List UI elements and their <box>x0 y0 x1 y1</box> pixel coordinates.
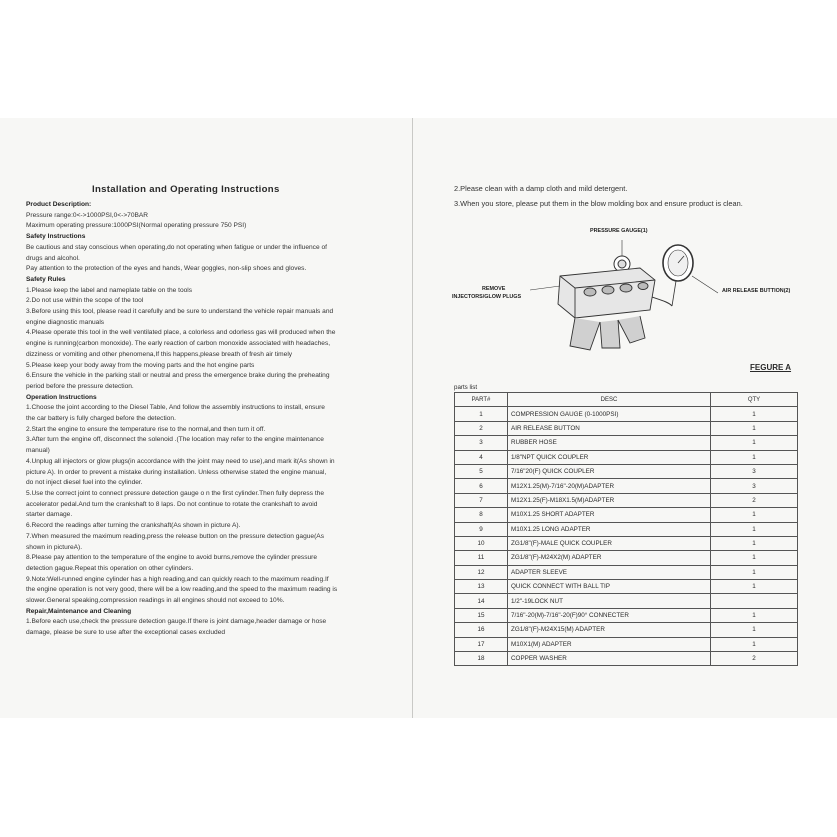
quantity-cell: 1 <box>711 536 798 550</box>
text-line: picture A). In order to prevent a mistake during installation. Unless otherwise stated the engine manual, <box>26 468 327 476</box>
text-line: dizziness or vomiting and other phenomena,If this happens,please breath of fresh air timely <box>26 350 293 358</box>
text-line: 3.Before using this tool, please read it carefully and be sure to understand the vehicle repair manuals and <box>26 308 334 316</box>
page-title: Installation and Operating Instructions <box>92 184 280 195</box>
quantity-cell: 1 <box>711 508 798 522</box>
part-number-cell: 14 <box>455 594 508 608</box>
part-number-cell: 6 <box>455 479 508 493</box>
part-number-cell: 12 <box>455 565 508 579</box>
text-line: the engine operation is not very good, there will be a low reading,and the speed to the maximum reading is <box>26 586 338 594</box>
instructions-text <box>26 200 378 639</box>
description-cell: M12X1.25(F)-M18X1.5(M)ADAPTER <box>508 493 711 507</box>
table-row <box>455 565 798 579</box>
text-line: 7.When measured the maximum reading,press the release button on the pressure detection gague(As <box>26 532 324 540</box>
left-page <box>26 118 378 718</box>
section-heading: Safety Instructions <box>26 233 86 241</box>
quantity-cell: 2 <box>711 652 798 666</box>
label-pressure-gauge: PRESSURE GAUGE(1) <box>590 228 648 234</box>
text-line: 3.After turn the engine off, disconnect the solenoid .(The location may refer to the engine maintenance <box>26 436 324 444</box>
quantity-cell: 1 <box>711 580 798 594</box>
text-line: period before the pressure detection. <box>26 382 134 390</box>
text-line: 1.Choose the joint according to the Diesel Table, And follow the assembly instructions to install, ensure <box>26 404 325 412</box>
text-line: 2.Start the engine to ensure the temperature rise to the normal,and then turn it off. <box>26 425 266 433</box>
part-number-cell: 8 <box>455 508 508 522</box>
right-page <box>450 118 805 718</box>
description-cell: 1/2"-19LOCK NUT <box>508 594 711 608</box>
description-cell: COMPRESSION GAUGE (0-1000PSI) <box>508 407 711 421</box>
text-line: slower.General speaking,compression readings in all engines should not exceed to 10%. <box>26 597 285 605</box>
description-cell: ZG1/8"(F)-M24X2(M) ADAPTER <box>508 551 711 565</box>
section-heading: Product Description: <box>26 201 92 208</box>
part-number-cell: 7 <box>455 493 508 507</box>
label-air-release: AIR RELEASE BUTTION(2) <box>722 288 791 294</box>
quantity-cell: 3 <box>711 479 798 493</box>
part-number-cell: 10 <box>455 536 508 550</box>
part-number-cell: 15 <box>455 608 508 622</box>
text-line: 4.Unplug all injectors or glow plugs(in accordance with the joint may need to use),and mark it(As shown in <box>26 457 335 465</box>
quantity-cell: 1 <box>711 421 798 435</box>
part-number-cell: 9 <box>455 522 508 536</box>
table-row <box>455 464 798 478</box>
text-line: Pressure range:0<->1000PSI,0<->70BAR <box>26 211 149 219</box>
quantity-cell: 1 <box>711 450 798 464</box>
part-number-cell: 17 <box>455 637 508 651</box>
table-header-row <box>455 393 798 407</box>
quantity-cell: 1 <box>711 637 798 651</box>
table-row <box>455 493 798 507</box>
table-row <box>455 623 798 637</box>
table-row <box>455 637 798 651</box>
part-number-cell: 4 <box>455 450 508 464</box>
table-row <box>455 536 798 550</box>
description-cell: 7/16"-20(M)-7/16"-20(F)90° CONNECTER <box>508 608 711 622</box>
page-fold <box>412 118 413 718</box>
quantity-cell: 1 <box>711 522 798 536</box>
figure-caption: FEGURE A <box>750 363 792 372</box>
table-row <box>455 594 798 608</box>
cleaning-step-2: 2.Please clean with a damp cloth and mild detergent. <box>454 184 628 193</box>
text-line: 6.Ensure the vehicle in the parking stall or neutral and press the emergence brake during the preheating <box>26 372 330 380</box>
part-number-cell: 11 <box>455 551 508 565</box>
quantity-cell: 1 <box>711 436 798 450</box>
text-line: Be cautious and stay conscious when operating,do not operating when fatigue or under the influence of <box>26 243 327 251</box>
section-heading: Repair,Maintenance and Cleaning <box>26 607 132 615</box>
quantity-cell <box>711 594 798 608</box>
description-cell: 7/16"20(F) QUICK COUPLER <box>508 464 711 478</box>
text-line: do not inject diesel fuel into the cylinder. <box>26 479 143 487</box>
table-row <box>455 551 798 565</box>
table-row <box>455 608 798 622</box>
quantity-cell: 1 <box>711 551 798 565</box>
text-line: 4.Please operate this tool in the well ventilated place, a colorless and odorless gas will produced when the <box>26 329 336 337</box>
part-number-cell: 13 <box>455 580 508 594</box>
text-line: detection gague.Repeat this operation on other cylinders. <box>26 564 194 572</box>
header-part: PART# <box>455 393 508 407</box>
quantity-cell: 1 <box>711 623 798 637</box>
table-row <box>455 421 798 435</box>
text-line: 1.Before each use,check the pressure detection gauge.If there is joint damage,header damage or hose <box>26 618 327 626</box>
text-line: 9.Note:Well-runned engine cylinder has a high reading,and can quickly reach to the maximum reading.If <box>26 575 329 583</box>
text-line: shown in pictureA). <box>26 543 83 551</box>
cleaning-step-3: 3.When you store, please put them in the blow molding box and ensure product is clean. <box>454 199 743 208</box>
section-heading: Safety Rules <box>26 275 66 283</box>
text-line: starter damage. <box>26 511 73 519</box>
part-number-cell: 2 <box>455 421 508 435</box>
text-line: drugs and alcohol. <box>26 254 80 262</box>
description-cell: ZG1/8"(F)-M24X15(M) ADAPTER <box>508 623 711 637</box>
table-row <box>455 508 798 522</box>
description-cell: M10X1.25 LONG ADAPTER <box>508 522 711 536</box>
text-line: 6.Record the readings after turning the crankshaft(As shown in picture A). <box>26 522 241 530</box>
figure-a <box>450 218 805 358</box>
quantity-cell: 3 <box>711 464 798 478</box>
table-row <box>455 580 798 594</box>
description-cell: M10X1.25 SHORT ADAPTER <box>508 508 711 522</box>
quantity-cell: 1 <box>711 565 798 579</box>
text-line: engine is running(carbon monoxide). The early reaction of carbon monoxide associated with headaches, <box>26 340 331 348</box>
text-line: Pay attention to the protection of the eyes and hands, Wear goggles, non-slip shoes and gloves. <box>26 265 307 273</box>
table-row <box>455 407 798 421</box>
parts-list-label: parts list <box>454 384 478 391</box>
quantity-cell: 1 <box>711 608 798 622</box>
quantity-cell: 1 <box>711 407 798 421</box>
table-row <box>455 436 798 450</box>
section-heading: Operation Instructions <box>26 393 97 401</box>
table-row <box>455 450 798 464</box>
label-injectors: INJECTORS/GLOW PLUGS <box>452 294 522 300</box>
description-cell: ZG1/8"(F)-MALE QUICK COUPLER <box>508 536 711 550</box>
text-line: 8.Please pay attention to the temperature of the engine to avoid burns,remove the cylinder pressure <box>26 554 318 562</box>
text-line: 1.Please keep the label and nameplate table on the tools <box>26 286 193 294</box>
quantity-cell: 2 <box>711 493 798 507</box>
label-remove: REMOVE <box>482 286 506 292</box>
description-cell: ADAPTER SLEEVE <box>508 565 711 579</box>
description-cell: M10X1(M) ADAPTER <box>508 637 711 651</box>
part-number-cell: 18 <box>455 652 508 666</box>
part-number-cell: 1 <box>455 407 508 421</box>
header-qty: QTY <box>711 393 798 407</box>
description-cell: 1/8"NPT QUICK COUPLER <box>508 450 711 464</box>
text-line: 5.Please keep your body away from the moving parts and the hot engine parts <box>26 361 255 369</box>
text-line: the car battery is fully charged before the detection. <box>26 415 176 423</box>
table-row <box>455 522 798 536</box>
text-line: 5.Use the correct joint to connect pressure detection gauge o n the first cylinder.Then fully depress the <box>26 489 324 497</box>
header-desc: DESC <box>508 393 711 407</box>
description-cell: AIR RELEASE BUTTON <box>508 421 711 435</box>
part-number-cell: 16 <box>455 623 508 637</box>
parts-table <box>454 392 798 666</box>
table-row <box>455 652 798 666</box>
text-line: 2.Do not use within the scope of the tool <box>26 297 144 305</box>
description-cell: COPPER WASHER <box>508 652 711 666</box>
text-line: damage, please be sure to use after the exceptional cases excluded <box>26 629 226 637</box>
text-line: manual) <box>26 447 50 455</box>
table-row <box>455 479 798 493</box>
text-line: engine diagnostic manuals <box>26 318 105 326</box>
text-line: accelerator pedal.And turn the crankshaft to 8 laps. Do not continue to rotate the crankshaft to avoid <box>26 500 318 508</box>
description-cell: QUICK CONNECT WITH BALL TIP <box>508 580 711 594</box>
gauge-dial-icon <box>663 245 718 306</box>
engine-block-icon <box>558 268 655 350</box>
description-cell: M12X1.25(M)-7/16"-20(M)ADAPTER <box>508 479 711 493</box>
text-line: Maximum operating pressure:1000PSI(Normal operating pressure 750 PSI) <box>26 222 247 230</box>
description-cell: RUBBER HOSE <box>508 436 711 450</box>
part-number-cell: 5 <box>455 464 508 478</box>
part-number-cell: 3 <box>455 436 508 450</box>
